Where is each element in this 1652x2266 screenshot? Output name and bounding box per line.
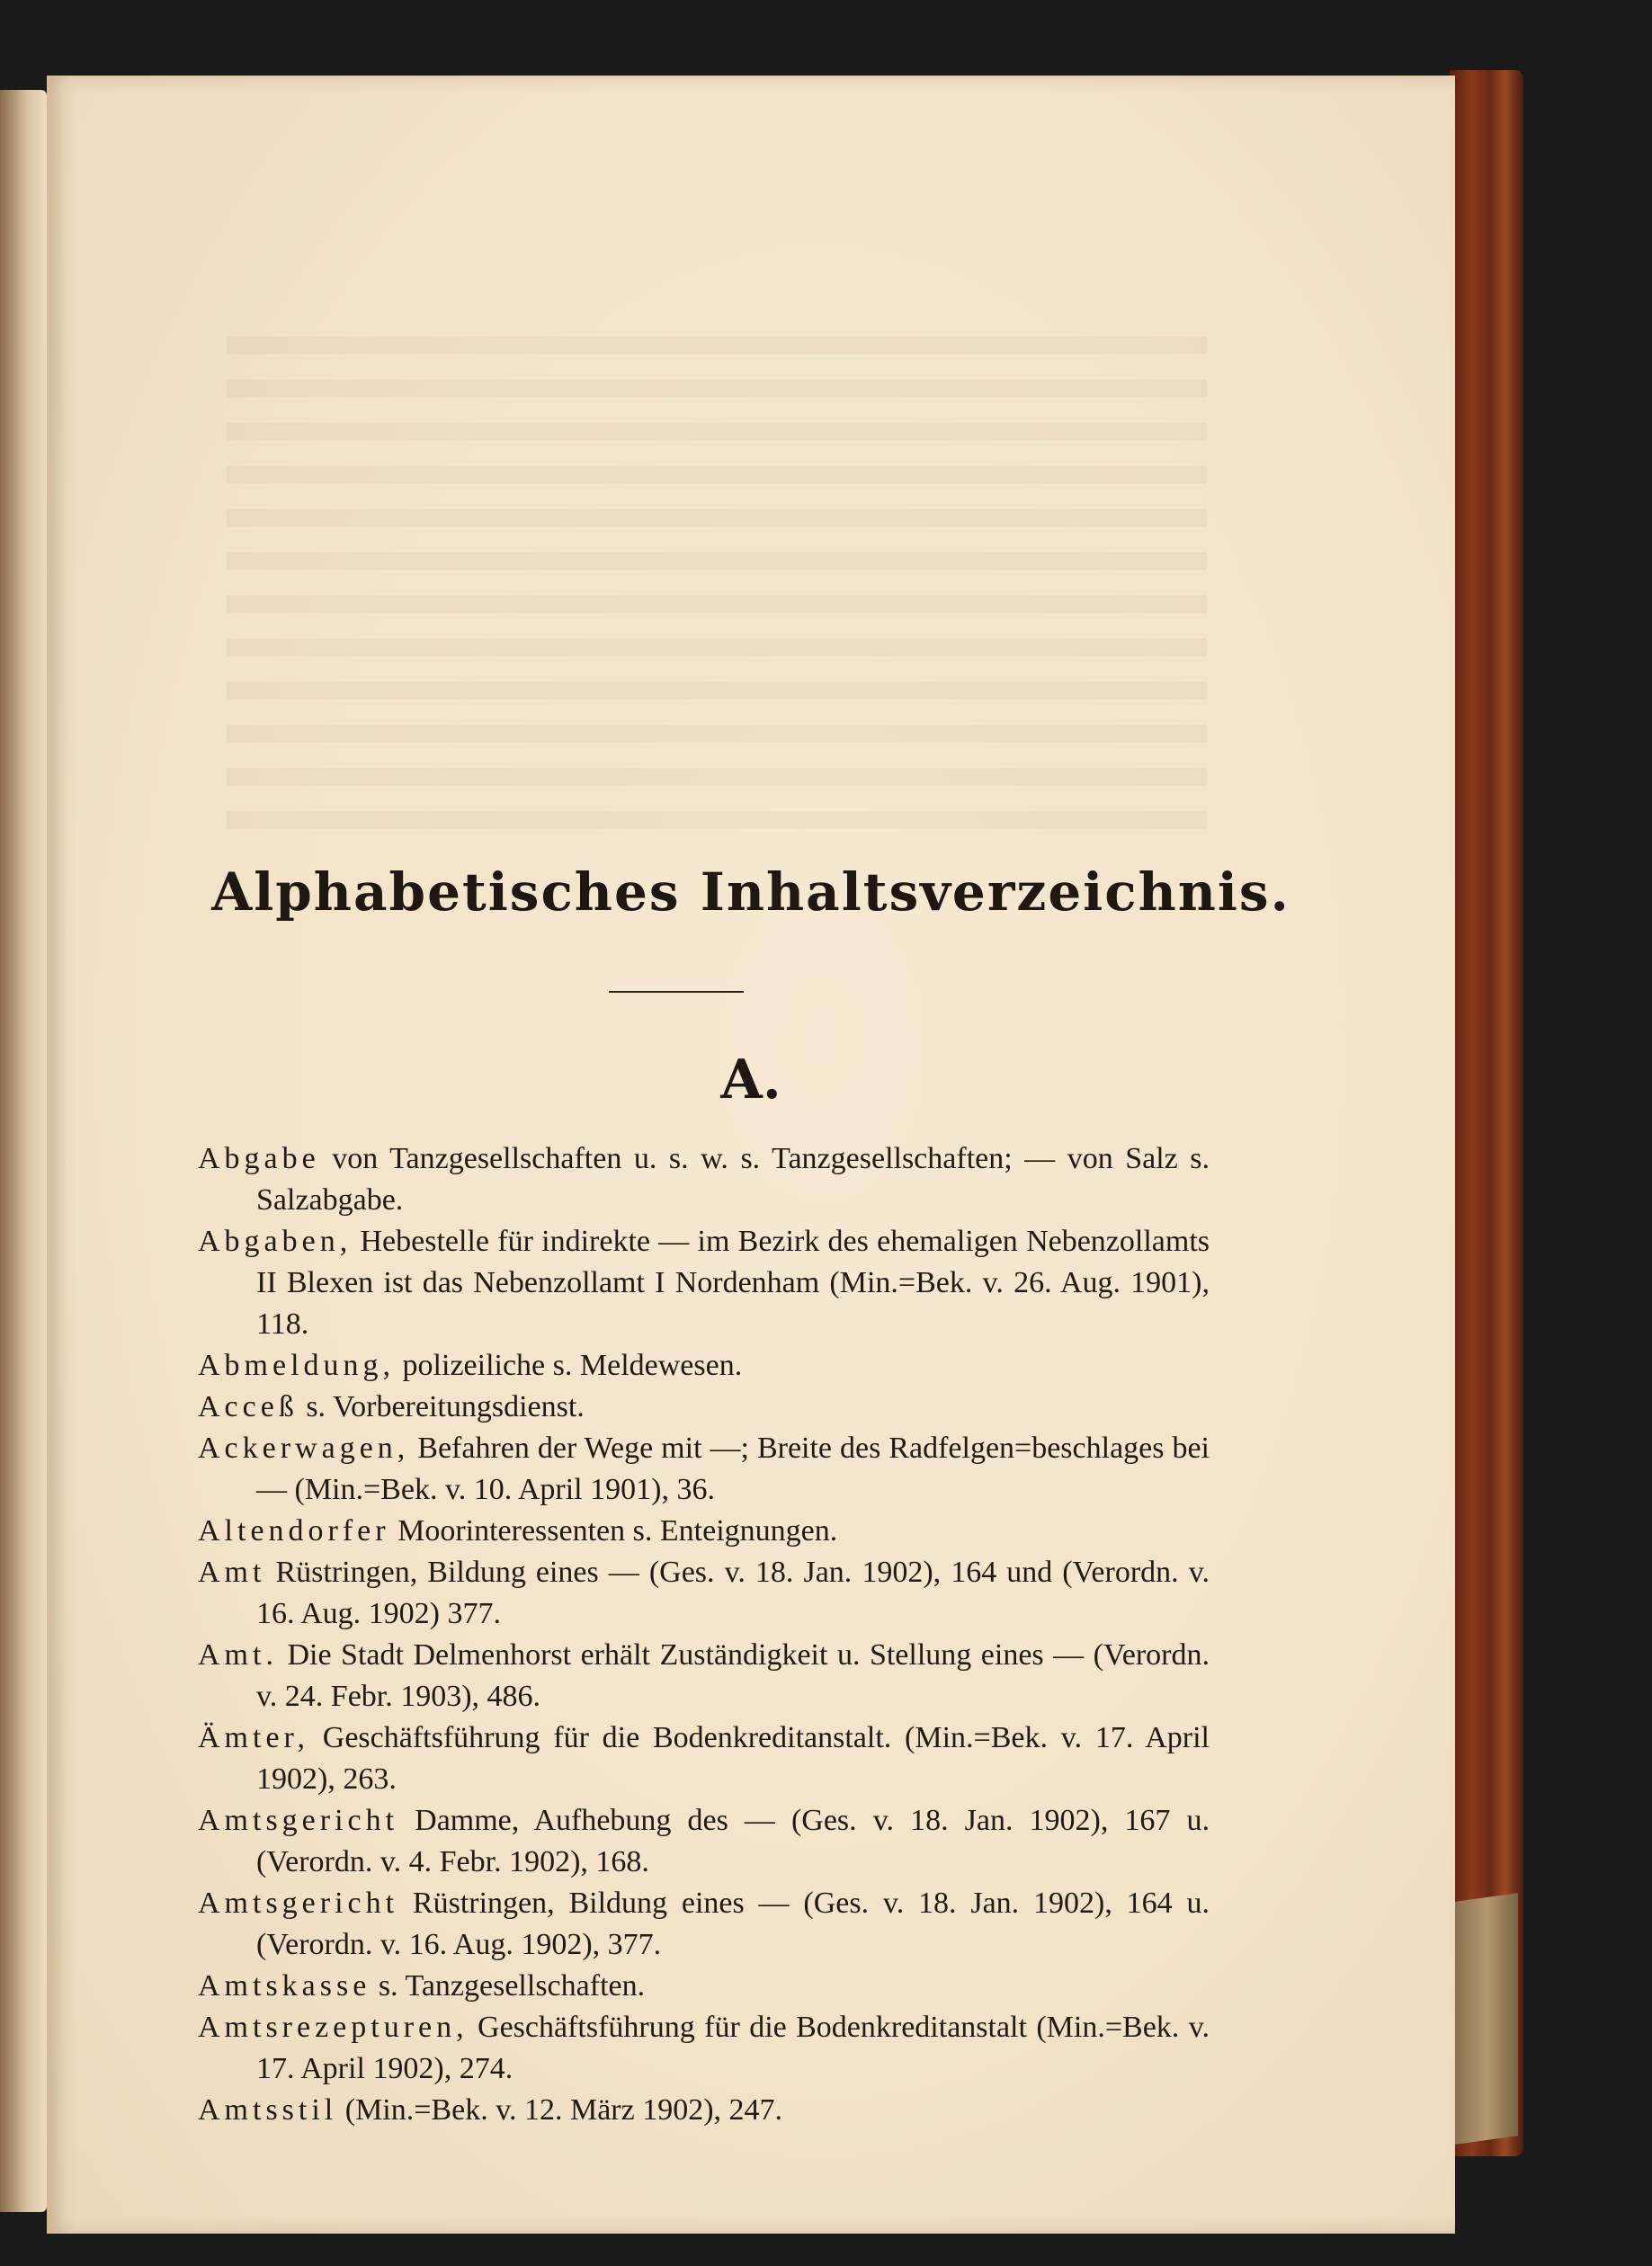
- entry-headword: Abgabe: [198, 1142, 320, 1175]
- entry-text: Geschäftsführung für die Bodenkreditanstalt (Min.=Bek. v. 17. April 1902), 274.: [256, 2011, 1210, 2085]
- entry-text: Moorinteressenten s. Enteignungen.: [389, 1514, 838, 1548]
- index-entry: [198, 1428, 1210, 1511]
- entry-headword: Ämter,: [198, 1721, 309, 1754]
- index-entries: [198, 1138, 1210, 2131]
- entry-text: Befahren der Wege mit —; Breite des Radfelgen=beschlages bei — (Min.=Bek. v. 10. April 1901), 36.: [256, 1432, 1210, 1506]
- index-entry: [198, 1635, 1210, 1717]
- index-entry: [198, 1345, 1210, 1387]
- entry-text: Geschäftsführung für die Bodenkreditanstalt. (Min.=Bek. v. 17. April 1902), 263.: [256, 1721, 1210, 1796]
- entry-headword: Amt: [198, 1556, 266, 1589]
- entry-headword: Amtsrezepturen,: [198, 2011, 469, 2044]
- entry-headword: Amtskasse: [198, 1969, 371, 2003]
- entry-headword: Ackerwagen,: [198, 1432, 410, 1465]
- index-entry: [198, 1883, 1210, 1966]
- index-entry: [198, 1221, 1210, 1345]
- left-page-edge: [0, 90, 47, 2212]
- entry-text: Damme, Aufhebung des — (Ges. v. 18. Jan. 1902), 167 u. (Verordn. v. 4. Febr. 1902), 168.: [256, 1804, 1210, 1878]
- section-letter: A.: [720, 1048, 781, 1111]
- index-entry: [198, 2090, 1210, 2131]
- index-entry: [198, 1800, 1210, 1883]
- entry-headword: Amtsstil: [198, 2093, 338, 2127]
- entry-headword: Acceß: [198, 1390, 299, 1423]
- index-entry: [198, 1387, 1210, 1428]
- title-divider: [609, 991, 744, 993]
- index-entry: [198, 1966, 1210, 2007]
- entry-headword: Amtsgericht: [198, 1887, 399, 1920]
- entry-text: s. Tanzgesellschaften.: [371, 1969, 646, 2003]
- entry-headword: Altendorfer: [198, 1514, 390, 1548]
- index-entry: [198, 1717, 1210, 1800]
- book-binding: [1450, 70, 1523, 2156]
- entry-text: von Tanzgesellschaften u. s. w. s. Tanzgesellschaften; — von Salz s. Salzabgabe.: [256, 1142, 1210, 1217]
- entry-headword: Amt.: [198, 1638, 278, 1672]
- entry-headword: Abgaben,: [198, 1225, 353, 1258]
- entry-text: polizeiliche s. Meldewesen.: [395, 1349, 743, 1382]
- entry-headword: Amtsgericht: [198, 1804, 399, 1837]
- entry-text: s. Vorbereitungsdienst.: [298, 1390, 585, 1423]
- entry-headword: Abmeldung,: [198, 1349, 396, 1382]
- index-entry: [198, 2007, 1210, 2090]
- binding-corner: [1455, 1893, 1518, 2145]
- entry-text: Rüstringen, Bildung eines — (Ges. v. 18. Jan. 1902), 164 und (Verordn. v. 16. Aug. 1902) 377.: [256, 1556, 1210, 1630]
- entry-text: Die Stadt Delmenhorst erhält Zuständigkeit u. Stellung eines — (Verordn. v. 24. Febr. 1903), 486.: [256, 1638, 1210, 1713]
- entry-text: Rüstringen, Bildung eines — (Ges. v. 18. Jan. 1902), 164 u. (Verordn. v. 16. Aug. 1902), 377.: [256, 1887, 1210, 1961]
- index-entry: [198, 1138, 1210, 1221]
- book-page: [47, 76, 1455, 2234]
- bleed-through-text: [227, 336, 1207, 840]
- entry-text: Hebestelle für indirekte — im Bezirk des ehemaligen Nebenzollamts II Blexen ist das Nebenzollamt I Nordenham (Min.=Bek. v. 26. Aug. 1901), 118.: [256, 1225, 1210, 1341]
- index-entry: [198, 1552, 1210, 1635]
- index-entry: [198, 1511, 1210, 1552]
- entry-text: (Min.=Bek. v. 12. März 1902), 247.: [337, 2093, 783, 2127]
- page-title: Alphabetisches Inhaltsverzeichnis.: [211, 861, 1290, 923]
